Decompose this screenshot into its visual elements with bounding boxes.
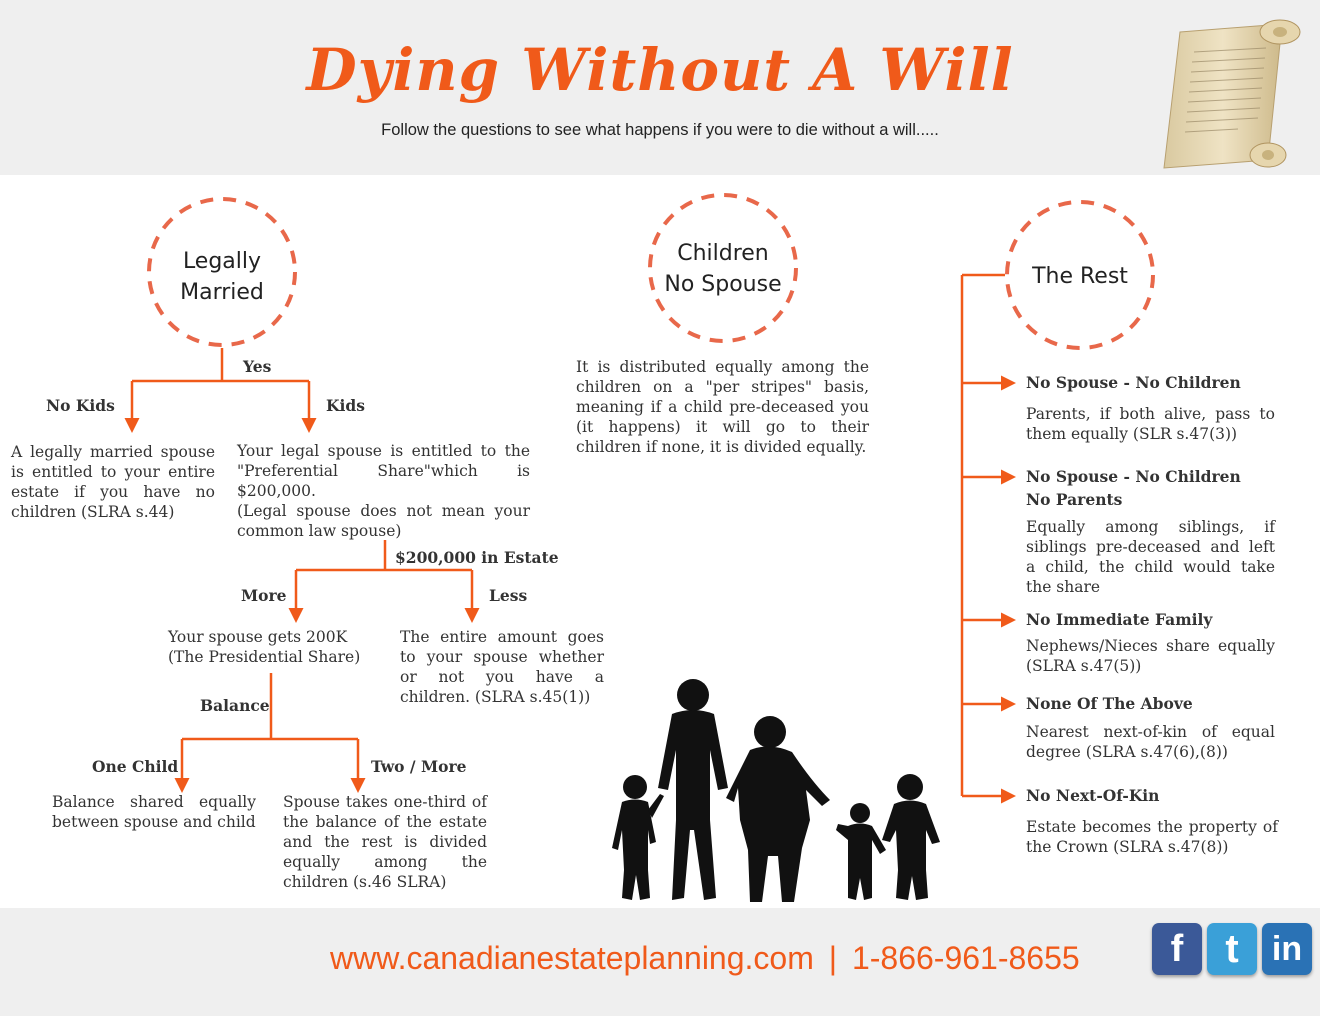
rest-item-2-heading-line2: No Parents xyxy=(1026,490,1123,509)
page-title: Dying Without A Will xyxy=(306,36,1014,104)
rest-item-4-heading: None Of The Above xyxy=(1026,694,1193,713)
family-silhouette xyxy=(610,670,950,906)
more-label: More xyxy=(241,586,287,605)
children-no-spouse-heading xyxy=(653,238,793,300)
website-link[interactable]: www.canadianestateplanning.com xyxy=(330,940,814,976)
children-no-spouse-text: It is distributed equally among the children on a "per stripes" basis, meaning if a child pre-deceased you (it happens) it will go to their children if none, it is divided equally. xyxy=(576,358,869,456)
kids-note: (Legal spouse does not mean your common law spouse) xyxy=(237,502,530,540)
no-kids-text: A legally married spouse is entitled to your entire estate if you have no children (SLRA s.44) xyxy=(11,443,215,521)
legally-married-heading xyxy=(162,246,282,308)
twitter-icon[interactable]: t xyxy=(1207,923,1257,975)
rest-item-5-text: Estate becomes the property of the Crown (SLRA s.47(8)) xyxy=(1026,818,1278,856)
rest-item-5-heading: No Next-Of-Kin xyxy=(1026,786,1160,805)
rest-item-4-text: Nearest next-of-kin of equal degree (SLRA s.47(6),(8)) xyxy=(1026,723,1275,761)
linkedin-icon[interactable]: in xyxy=(1262,923,1312,975)
rest-item-1-text: Parents, if both alive, pass to them equally (SLR s.47(3)) xyxy=(1026,405,1275,443)
more-text xyxy=(168,627,368,667)
more-text-line1: Your spouse gets 200K xyxy=(168,628,348,646)
contact-line xyxy=(330,940,1140,977)
rest-item-1-heading: No Spouse - No Children xyxy=(1026,373,1241,392)
kids-text: Your legal spouse is entitled to the "Preferential Share"which is $200,000. xyxy=(237,442,530,500)
legally-married-line1: Legally xyxy=(182,249,262,274)
more-text-line2: (The Presidential Share) xyxy=(168,648,361,666)
less-label: Less xyxy=(489,586,528,605)
page-subtitle: Follow the questions to see what happens if you were to die without a will..... xyxy=(381,121,939,139)
estate-threshold-label: $200,000 in Estate xyxy=(395,548,559,567)
one-child-label: One Child xyxy=(92,757,179,776)
rest-item-2-heading: No Spouse - No Children xyxy=(1026,467,1241,486)
two-more-label: Two / More xyxy=(371,757,467,776)
less-text: The entire amount goes to your spouse whether or not you have a children. (SLRA s.45(1)) xyxy=(400,628,604,706)
no-kids-label: No Kids xyxy=(46,396,115,415)
children-no-spouse-line2: No Spouse xyxy=(664,272,782,297)
kids-label: Kids xyxy=(326,396,365,415)
legally-married-line2: Married xyxy=(180,280,264,305)
rest-item-3-heading: No Immediate Family xyxy=(1026,610,1213,629)
separator: | xyxy=(828,940,838,976)
rest-item-3-text: Nephews/Nieces share equally (SLRA s.47(5)) xyxy=(1026,637,1275,675)
one-child-text: Balance shared equally between spouse and child xyxy=(52,793,256,831)
yes-label: Yes xyxy=(243,357,272,376)
phone-number[interactable]: 1-866-961-8655 xyxy=(851,940,1080,976)
the-rest-heading: The Rest xyxy=(1032,264,1128,289)
children-no-spouse-line1: Children xyxy=(677,241,769,266)
balance-label: Balance xyxy=(200,696,270,715)
facebook-icon[interactable]: f xyxy=(1152,923,1202,975)
two-more-text: Spouse takes one-third of the balance of the estate and the rest is divided equally among the children (s.46 SLRA) xyxy=(283,793,487,891)
rest-item-2-text: Equally among siblings, if siblings pre-deceased and left a child, the child would take the share xyxy=(1026,518,1275,596)
